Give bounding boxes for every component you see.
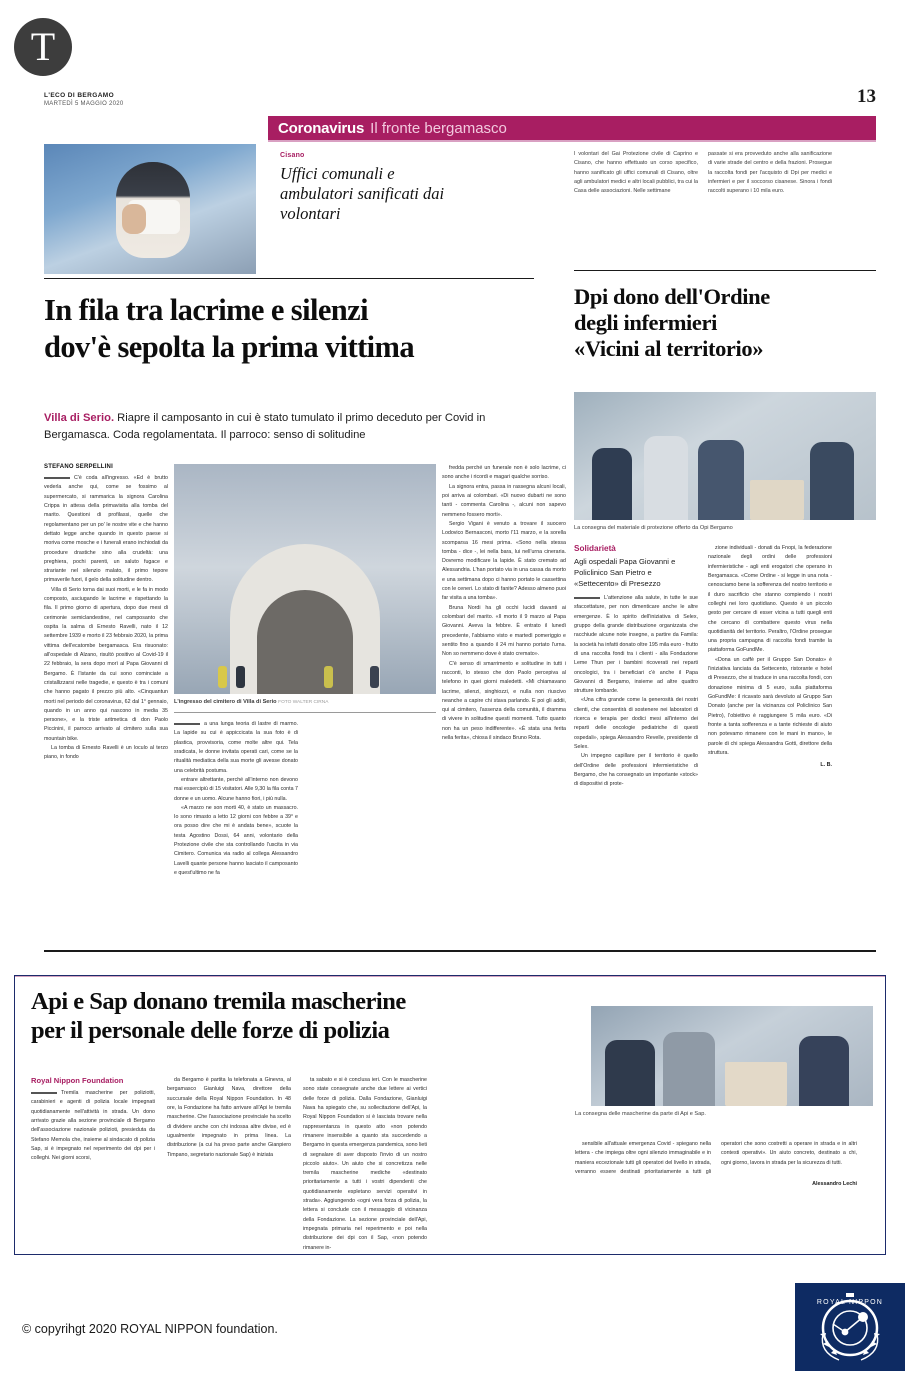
boxed-column-1: [31, 1076, 155, 1164]
cisano-deck: [280, 152, 470, 224]
lead-photo-caption: [174, 698, 436, 706]
lead-column-3: [442, 464, 566, 743]
boxed-headline: [31, 988, 551, 1046]
boxed-column-2: [167, 1076, 291, 1160]
photo-masks-delivery: [591, 1006, 873, 1106]
lead-col3-p2: La signora entra, passa in rassegna alcuni locali, poi arriva ai colombari. «Di nuovo dubarti ne sono tanti - commenta Carolina -, alcuni non sapevo nemmeno fossero morti».: [442, 483, 566, 518]
lead-col3-p4: Bruna Nordi ha gli occhi lucidi davanti ai colombari del marito. «Il morto il 9 marzo al Papa Giovanni. Aveva la febbre. È entrato il lunedì precedente, l'abbiamo visto e martedì pomeriggio e sentito fino a quando il 24 mi hanno portato l'urna. Non so nemmeno dove è stato cremato».: [442, 604, 566, 658]
photo-person-2: [644, 436, 688, 520]
photo-person-4: [810, 442, 854, 520]
divider-bottom: [44, 950, 876, 952]
lead-headline-line1: In fila tra lacrime e silenzi: [44, 293, 368, 327]
band-section: Il fronte bergamasco: [370, 119, 507, 137]
divider-top: [44, 278, 534, 279]
lead-col1-p2: Villa di Serio torna dai suoi morti, e le fa in modo composto, asciugando le lacrime e rispettando la fila. Il primo giorno di apertura, dopo due mesi di cerimonie semiclandestine, nel camposanto che ospita la salma di Ernesto Ravelli, nato il 12 settembre 1939 e morto il 23 febbraio 2020, la prima vittima dell'ecatombe bergamasca. Era risuonato: all'ospedale di Alzano, risultò positivo al Covid-19 il 22 febbraio, la sera dopo morì al Papa Giovanni di Bergamo. È l'istante da cui sono cominciate a cristallizzarsi nelle tragedie, e questo è tra i comuni che hanno pagato il prezzo più alto. «Cinquantun morti nel periodo del coronavirus, 62 dal 1° gennaio, quando in un anno qui nascono in media 35 persone», e la triste aritmetica di don Paolo Piccinini, il parroco arrivato al cimitero sulla sua mountain bike.: [44, 586, 168, 742]
side-headline: [574, 284, 876, 362]
boxed-column-5: [575, 1140, 857, 1187]
footer-copyright: © copyrihgt 2020 ROYAL NIPPON foundation.: [22, 1322, 278, 1336]
coronavirus-band: [268, 116, 876, 140]
lead-col3-p3: Sergio Vigani è venuto a trovare il suocero Lodovico Bernasconi, morto l'11 marzo, e la sorella scomparsa 16 mesi prima. «Sono nella stessa tomba - dice -, lei nella bara, lui nell'urna cineraria. Dovremo modificare la lapide. È stato cremato ad Alessandria. L'han portato via in una cassa da morto e una settimana dopo ci hanno portato le cassettina con le ceneri. Lo stato di fanite? Adesso almeno puoi far visita a una tomba».: [442, 520, 566, 602]
royal-nippon-logo: [795, 1283, 905, 1371]
boxed-headline-line2: per il personale delle forze di polizia: [31, 1016, 390, 1044]
logo-emblem-icon: [807, 1290, 893, 1364]
boxed-article-inner: [31, 988, 869, 1251]
photo-cemetery-entrance: [174, 464, 436, 694]
side-headline-line2: degli infermieri: [574, 310, 717, 336]
photo-visitor-1: [218, 666, 227, 688]
side-col1-p3: Un impegno capillare per il territorio è quello dell'Ordine delle professioni infermieristiche di Bergamo, che ha consegnato un importante «stock» di dispositivi di prote-: [574, 753, 698, 788]
side-col1-p1: L'attenzione alla salute, in tutte le sue sfaccettature, per non dimenticare anche le altre emergenze. È lo spirito dell'iniziativa di Selex, gruppo della grande distribuzione organizzata che racchiude alcune note insegne, a partire da Famila: la società ha infatti donato oltre 195 mila euro - frutto di una raccolta fondi tra i clienti - alla Fondazione Leme Thun per i bambini ricoverati nei reparti oncologici, tra i beneficiari c'è anche il Papa Giovanni di Bergamo, insieme ad altre quattro strutture lombarde.: [574, 594, 698, 696]
masthead: [44, 92, 344, 107]
boxed-photo-caption: [575, 1110, 857, 1118]
logo-text: ROYAL NIPPON: [816, 1299, 884, 1306]
cisano-headline: Uffici comunali e ambulatori sanificati dai volontari: [280, 164, 445, 224]
boxed-headline-line1: Api e Sap donano tremila mascherine: [31, 988, 406, 1015]
boxed-signature: Alessandro Lechi: [812, 1181, 857, 1188]
photo-dpi-delivery: [574, 392, 876, 520]
photo-visitor-3: [324, 666, 333, 688]
lead-photo-caption-rule: [174, 712, 436, 713]
lead-col3-p5: C'è senso di smarrimento e solitudine in tutti i racconti, lo stesso che don Paolo percepiva al telefono in quei giorni maledetti. «Mi chiamavano lacrime, silenzi, singhiozzi, e nulla non riuscivo neanche a capire chi stava parlando. E poi gli addii, qui al cimitero, l'assenza della comunità, il dramma di vivere in solitudine questi momenti. Tutto quanto non ha un peso indifferente». «È stata una ferita nella ferita», chiosa il sindaco Bruno Rota.: [442, 660, 566, 742]
cisano-text-b: passate si era provveduto anche alla sanificazione di varie strade del centro e della frazioni. Prosegue la raccolta fondi per l'acquisto di Dpi per medici e infermieri e per il soccorso cisanese. Sinora i fondi raccolti superano i 10 mila euro.: [708, 151, 832, 195]
lead-photo-credit: FOTO WALTER CIRNA: [278, 700, 329, 705]
photo-parcel: [725, 1062, 787, 1106]
side-col1-p2: «Una cifra grande come la generosità dei nostri clienti, che consentirà di sostenere nei laboratori di ricerca e terapia per dodici mesi all'interno dei reparti delle oncologie pediatriche di questi ospedali», spiega Alessandro Revelle, presidente di Selex.: [574, 697, 698, 750]
boxed-col4-p1: sensibile all'attuale emergenza Covid - spiegano nella lettera - che impiega oltre ogni silenzio immaginabile e in maniera eccezionale tutti gli operatori del livello in strada, verranno essere destinati prioritariamente a tutti gli operatori che sono costretti a operare in strada e in altri contesti operativi». Un aiuto concreto, destinato a chi, ogni giorno, lavora in strada per la sicurezza di tutti.: [575, 1141, 857, 1175]
lead-column-2: [174, 720, 298, 878]
photo-visitor-2: [236, 666, 245, 688]
boxed-article: [14, 975, 886, 1255]
boxed-column-3: [303, 1076, 427, 1253]
cisano-text-a: I volontari del Gai Protezione civile di Caprino e Cisano, che hanno effettuato un corso specifico, hanno sanificato gli uffici comunali di Cisano, oltre agli ambulatori medici e altri locali pubblici, tra cui la Casa delle associazioni. Nelle settimane: [574, 151, 698, 195]
cisano-column-a: [574, 150, 698, 196]
photo-box-parcel: [750, 480, 804, 520]
standfirst-location: Villa di Serio.: [44, 412, 115, 424]
side-col2-p2: «Dona un caffè per il Gruppo San Donato» è l'iniziativa lanciata da Settecento, ristorante e hotel di Presezzo, che si traduce in una raccolta fondi, con donazione minima di 5 euro, sulla piattaforma GoFundMe: il ricavato sarà devoluto al Gruppo San Donato (anche per la vicinanza col Policlinico San Pietro), l'obiettivo è raggiungere 5 mila euro. «Di fronte a tanta sofferenza e a tante richieste di aiuto non potevamo rimanere con le mani in mano», le parole di chi spiega Alessandra Gotti, direttore della struttura.: [708, 656, 832, 756]
cisano-kicker: Cisano: [280, 152, 305, 159]
lead-col2-p2: entrare altrettante, perché all'interno non devono mai essercipiù di 15 visitatori. Alle 9,30 la fila conta 7 donne e un uomo. Alcune hanno fiori, i più nulla.: [174, 776, 298, 802]
side-subhead: Solidarietà: [574, 544, 616, 553]
side-photo-caption-text: La consegna del materiale di protezione offerto da Opi Bergamo: [574, 525, 733, 531]
boxed-col2-p1: da Bergamo è partita la telefonata a Ginevra, al bergamasco Gianluigi Nava, direttore della succursale della Royal Nippon Foundation. In 48 ore, la Fondazione ha fatto arrivare all'Api le tremila mascherine. Che l'associazione provinciale ha scelto di dividere anche con chi indossa altre divise, ed è ugualmente impegnato in prima linea. La distribuzione (a cui ha preso parte anche Gianpiero Timpano, segretario nazionale Sap) è iniziata: [167, 1077, 291, 1158]
boxed-top-accent: [15, 976, 885, 977]
side-headline-line1: Dpi dono dell'Ordine: [574, 284, 770, 309]
lead-col1-p3: La tomba di Ernesto Ravelli è un loculo al terzo piano, in fondo: [44, 745, 168, 761]
standfirst-text: Riapre il camposanto in cui è stato tumulato il primo deceduto per Covid in Bergamasca. Coda regolamentata. Il parroco: senso di solitudine: [44, 412, 486, 441]
lead-col1-p1: C'è coda all'ingresso. «Ed è brutto vederla anche qui, come se fossimo al supermercato, si rammarica la signora Carolina Crippa in attesa della primavisita alla tomba del marito. Questioni di profilassi, quelle che regolamentano per un po' le nostre vite e che hanno dettato legge anche quando in questo paese si moriva come mosche e i funerali erano inchiodati da procedure drastiche sino alla crudeltà: una preghiera, pochi parenti, un saluto fugace e strariante nel silenzio malato, il primo tepore primaverile fuori, il gelo della solitudine dentro.: [44, 474, 168, 586]
watermark-t-badge: [14, 18, 72, 76]
lead-col2-p3: «A marzo ne son morti 40, è stato un massacro. Io sono rimasto a letto 12 giorni con febbre a 39° e ora posso dire che mi è andata bene», scuote la testa Agostino Dossi, 64 anni, volontario della Protezione civile che sta controllando l'uscita in via Cimitero. Comunica via radio al collega Alessandro Lavelli quante persone hanno lasciato il camposanto e quest'ultimo ne fa: [174, 804, 298, 876]
side-column-2: [708, 544, 832, 768]
lead-headline-line2: dov'è sepolta la prima vittima: [44, 329, 414, 364]
boxed-col1-p1: Tremila mascherine per poliziotti, carabinieri e agenti di polizia locale impegnati quotidianamente nell'attività in strada. Un dono arrivato grazie alla sezione provinciale di Bergamo dell'associazione nazionale polizioti, presieduta da Stefano Memola che, insieme al sindacato di polizia Sap, si è impegnato nel reperimento dei dpi per i colleghi. Nei giorni scorsi,: [31, 1089, 155, 1164]
band-accent-rule: [268, 140, 876, 142]
side-photo-caption: [574, 524, 876, 532]
photo-person-1: [592, 448, 632, 520]
lead-column-1: [44, 464, 168, 763]
photo-person-3: [698, 440, 744, 520]
side-signature: L. B.: [820, 762, 832, 769]
boxed-photo-caption-text: La consegna delle mascherine da parte di Api e Sap.: [575, 1111, 706, 1117]
boxed-col3-p1: ta sabato e si è conclusa ieri. Con le mascherine sono state consegnate anche due lettere ai vertici delle forze di polizia. Dalla Fondazione, Gianluigi Nava ha spiegato che, su sollecitazione dell'Api, la Royal Nippon Foundation si è lasciata trovare nella rappresentanza in questo atto «non potendo rimanere insensibile a quanto sta succedendo a Bergamo in questa emergenza pandemica, sono lieti di segnalare di aver disposto l'invio di un nostro piccolo aiuto». Un aiuto che si concretizza nelle tremila mascherine mediche «destinato prioritariamente a tutti i vostri dipendenti che quotidianamente espletano servizi operativi in strada». Aggiungendo «ogni vera forza di polizia, la lettera si conclude con il messaggio di vicinanza della Fondazione. La sezione provinciale dell'Api, impegnata primaria nel reperimento e poi nella distribuzione dei dpi con il Sap, «non potendo rimanere in-: [303, 1077, 427, 1251]
masthead-date: MARTEDÌ 5 MAGGIO 2020: [44, 101, 124, 107]
photo-arch-inner: [257, 590, 353, 694]
photo-officer-3: [799, 1036, 849, 1106]
side-deck: Agli ospedali Papa Giovanni e Policlinico San Pietro e «Settecento» di Presezzo: [574, 557, 676, 588]
photo-visitor-4: [370, 666, 379, 688]
side-col2-p1: zione individuali - donati da Fnopi, la federazione nazionale degli ordini delle professioni infermieristiche - agli enti erogatori che operano in Bergamasca. «Come Ordine - si legge in una nota - cenosciamo bene la sofferenza del nostro territorio e il duro sacrificio che stanno compiendo i nostri colleghi nei loro quotidiano. Questo è un piccolo gesto per cercare di esser vicina a tutti quegli enti che cercano di combattere questo virus nella quotidianità del territorio. Peraltro, l'Ordine prosegue una propria campagna di raccolta fondi tramite la piattaforma GoFundMe.: [708, 545, 832, 654]
side-column-1: [574, 544, 698, 790]
band-brand: Coronavirus: [278, 119, 365, 137]
watermark-letter: T: [30, 24, 56, 69]
lead-byline: STEFANO SERPELLINI: [44, 464, 113, 470]
boxed-kicker: Royal Nippon Foundation: [31, 1076, 124, 1085]
divider-top-right: [574, 270, 876, 271]
lead-col3-p1: fredda perché un funerale non è solo lacrime, ci sono anche i ricordi e magari qualche sorriso.: [442, 465, 566, 481]
masthead-title: L'ECO DI BERGAMO: [44, 92, 115, 99]
boxed-column-4: [439, 1076, 563, 1253]
photo-mask-man: [44, 144, 256, 274]
lead-photo-caption-text: L'ingresso del cimitero di Villa di Serio: [174, 699, 277, 705]
photo-officer-1: [605, 1040, 655, 1106]
photo-hand-shape: [122, 204, 146, 234]
lead-standfirst: [44, 410, 534, 444]
lead-col2-p1: a una lunga teoria di lastre di marmo. La lapide su cui è appiccicata la sua foto è di plastica, provvisoria, come molte altre qui. Tela sradicata, le donne invitata operati cari, come se la ritualità mediatica della sua morte gli avesse donato una celebrità postuma.: [174, 720, 298, 776]
page-number: 13: [857, 86, 876, 107]
side-headline-line3: «Vicini al territorio»: [574, 336, 764, 362]
cisano-column-b: [708, 150, 832, 196]
lead-headline: [44, 292, 534, 365]
photo-officer-2: [663, 1032, 715, 1106]
